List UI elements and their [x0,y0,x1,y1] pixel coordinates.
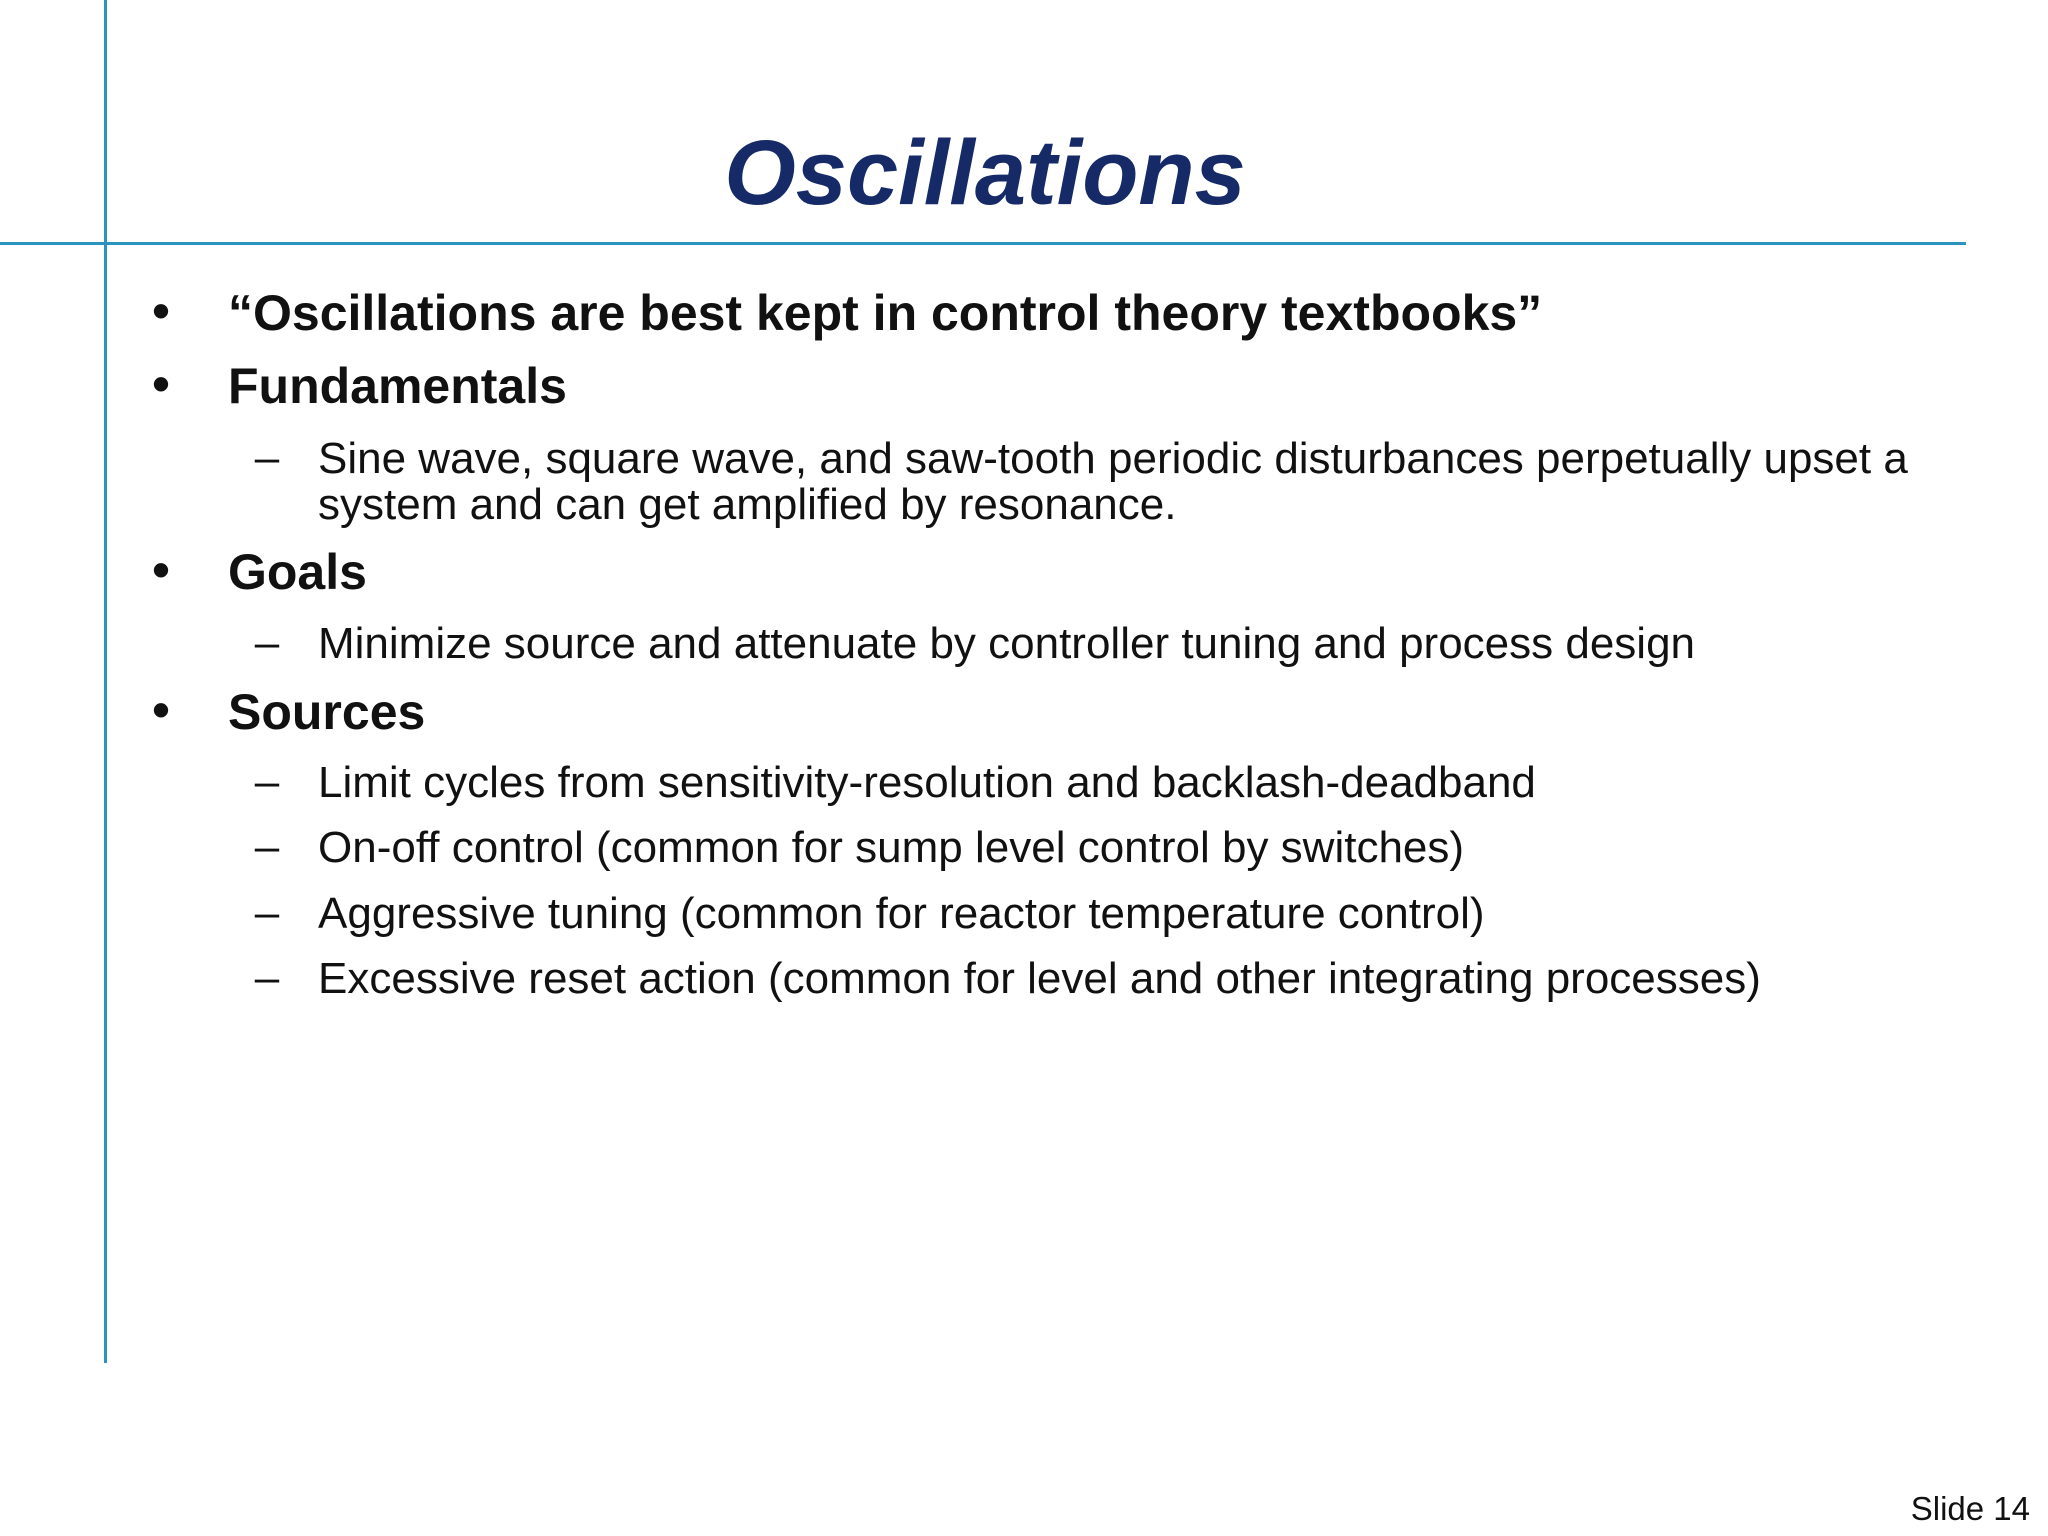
subitem-sources-3-text: Aggressive tuning (common for reactor temperature control) [318,889,1485,938]
slide-title: Oscillations [724,122,1246,224]
subitem-goals-1-text: Minimize source and attenuate by controller tuning and process design [318,619,1696,668]
bullet-marker: • [152,356,170,412]
dash-marker: – [254,953,280,1002]
bullet-marker: • [152,682,170,738]
slide-number: Slide 14 [1910,1490,2030,1527]
bullet-goals-text: Goals [228,544,367,600]
dash-marker: – [254,618,280,667]
bullet-quote-text: “Oscillations are best kept in control theory textbooks” [228,285,1543,341]
bullet-sources-text: Sources [228,684,426,740]
dash-marker: – [254,822,280,871]
dash-marker: – [254,888,280,937]
dash-marker: – [254,757,280,806]
bullet-marker: • [152,542,170,598]
subitem-sources-2-text: On-off control (common for sump level control by switches) [318,823,1465,872]
subitem-fundamentals-1-text: Sine wave, square wave, and saw-tooth periodic disturbances perpetually upset a system and can get amplified by resonance. [318,434,1908,530]
subitem-sources-1-text: Limit cycles from sensitivity-resolution and backlash-deadband [318,758,1536,807]
bullet-fundamentals-text: Fundamentals [228,358,567,414]
bullet-marker: • [152,283,170,339]
subitem-sources-4-text: Excessive reset action (common for level and other integrating processes) [318,954,1761,1003]
dash-marker: – [254,433,280,482]
